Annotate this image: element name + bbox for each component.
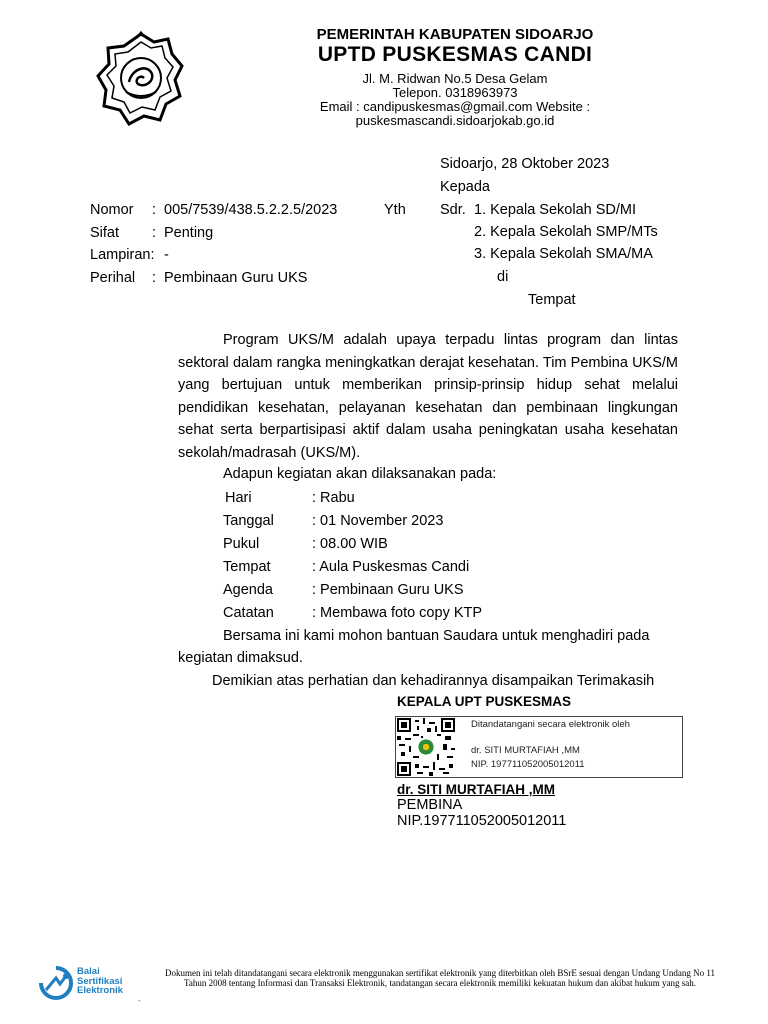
meta-value-sifat: Penting [164,225,214,241]
detail-value: : Rabu [312,490,355,506]
website: puskesmascandi.sidoarjokab.go.id [355,113,555,128]
qr-code-icon [397,718,455,776]
meta-value-nomor: 005/7539/438.5.2.2.5/2023 [164,202,338,218]
place-date: Sidoarjo, 28 Oktober 2023 [440,156,610,172]
meta-label-sifat: Sifat [90,225,120,241]
body-paragraph: Program UKS/M adalah upaya terpadu lintas program dan lintas sektoral dalam rangka meningkatkan derajat kesehatan. Tim Pembina UKS/M yang bertujuan untuk memberikan prinsip-prinsip hidup sehat melalui pendidikan kesehatan, pelayanan kesehatan dan pembinaan lingkungan sehat serta berpartisipasi aktif dalam usaha peningkatan usaha kesehatan sekolah/madrasah (UKS/M). [178,332,678,461]
detail-value: : Membawa foto copy KTP [312,605,483,621]
esign-name: dr. SITI MURTAFIAH ,MM [471,745,580,756]
meta-sep: : [152,225,157,241]
detail-label: Hari [225,490,252,506]
sdr-label: Sdr. [440,202,466,218]
esign-label: Ditandatangani secara elektronik oleh [471,719,630,730]
meta-value-lampiran: - [164,247,169,263]
recipient-3: 3. Kepala Sekolah SMA/MA [474,246,653,262]
closing-line-2: kegiatan dimaksud. [178,650,303,666]
detail-label: Catatan [223,605,274,621]
bsre-logo-icon [36,966,76,1000]
detail-value: : Aula Puskesmas Candi [312,559,470,575]
detail-value: : 01 November 2023 [312,513,444,529]
meta-label-lampiran: Lampiran: [90,247,155,263]
sidoarjo-regency-logo [96,30,186,128]
schedule-intro: Adapun kegiatan akan dilaksanakan pada: [223,466,497,482]
address: Jl. M. Ridwan No.5 Desa Gelam [362,71,548,86]
closing-line-1: Bersama ini kami mohon bantuan Saudara untuk menghadiri pada [223,628,650,644]
footer-disclaimer: Dokumen ini telah ditandatangani secara elektronik menggunakan sertifikat elektronik yang diterbitkan oleh BSrE sesuai dengan Undang Undang No 11 Tahun 2008 tentang Informasi dan Transaksi Elektronik, tandatangan secara elektronik memiliki kekuatan hukum dan akibat hukum yang sah. [164,968,715,988]
government-name: PEMERINTAH KABUPATEN SIDOARJO [316,26,594,43]
recipient-1: 1. Kepala Sekolah SD/MI [474,202,637,218]
signatory-name: dr. SITI MURTAFIAH ,MM [397,782,555,797]
tempat-label: Tempat [528,292,576,308]
institution-name: UPTD PUSKESMAS CANDI [317,43,593,66]
closing-thanks: Demikian atas perhatian dan kehadirannya disampaikan Terimakasih [212,673,655,689]
detail-value: : Pembinaan Guru UKS [312,582,464,598]
detail-label: Agenda [223,582,273,598]
yth-label: Yth [384,202,406,218]
di-label: di [497,269,509,285]
recipient-2: 2. Kepala Sekolah SMP/MTs [474,224,658,240]
detail-label: Tempat [223,559,271,575]
detail-label: Pukul [223,536,260,552]
bsre-logo-text: Balai Sertifikasi Elektronik [77,966,123,996]
detail-label: Tanggal [223,513,274,529]
meta-label-nomor: Nomor [90,202,134,218]
detail-value: : 08.00 WIB [312,536,388,552]
signatory-rank: PEMBINA [397,797,463,813]
esign-nip: NIP. 197711052005012011 [471,759,585,770]
meta-label-perihal: Perihal [90,270,136,286]
email-website: Email : candipuskesmas@gmail.com Website : [319,99,591,114]
meta-sep: : [152,202,157,218]
phone: Telepon. 0318963973 [392,85,518,100]
meta-value-perihal: Pembinaan Guru UKS [164,270,308,286]
signature-title: KEPALA UPT PUSKESMAS [397,694,572,709]
signatory-nip: NIP.197711052005012011 [397,813,567,829]
kepada-label: Kepada [440,179,490,195]
e-signature-box [395,716,683,778]
meta-sep: : [152,270,157,286]
